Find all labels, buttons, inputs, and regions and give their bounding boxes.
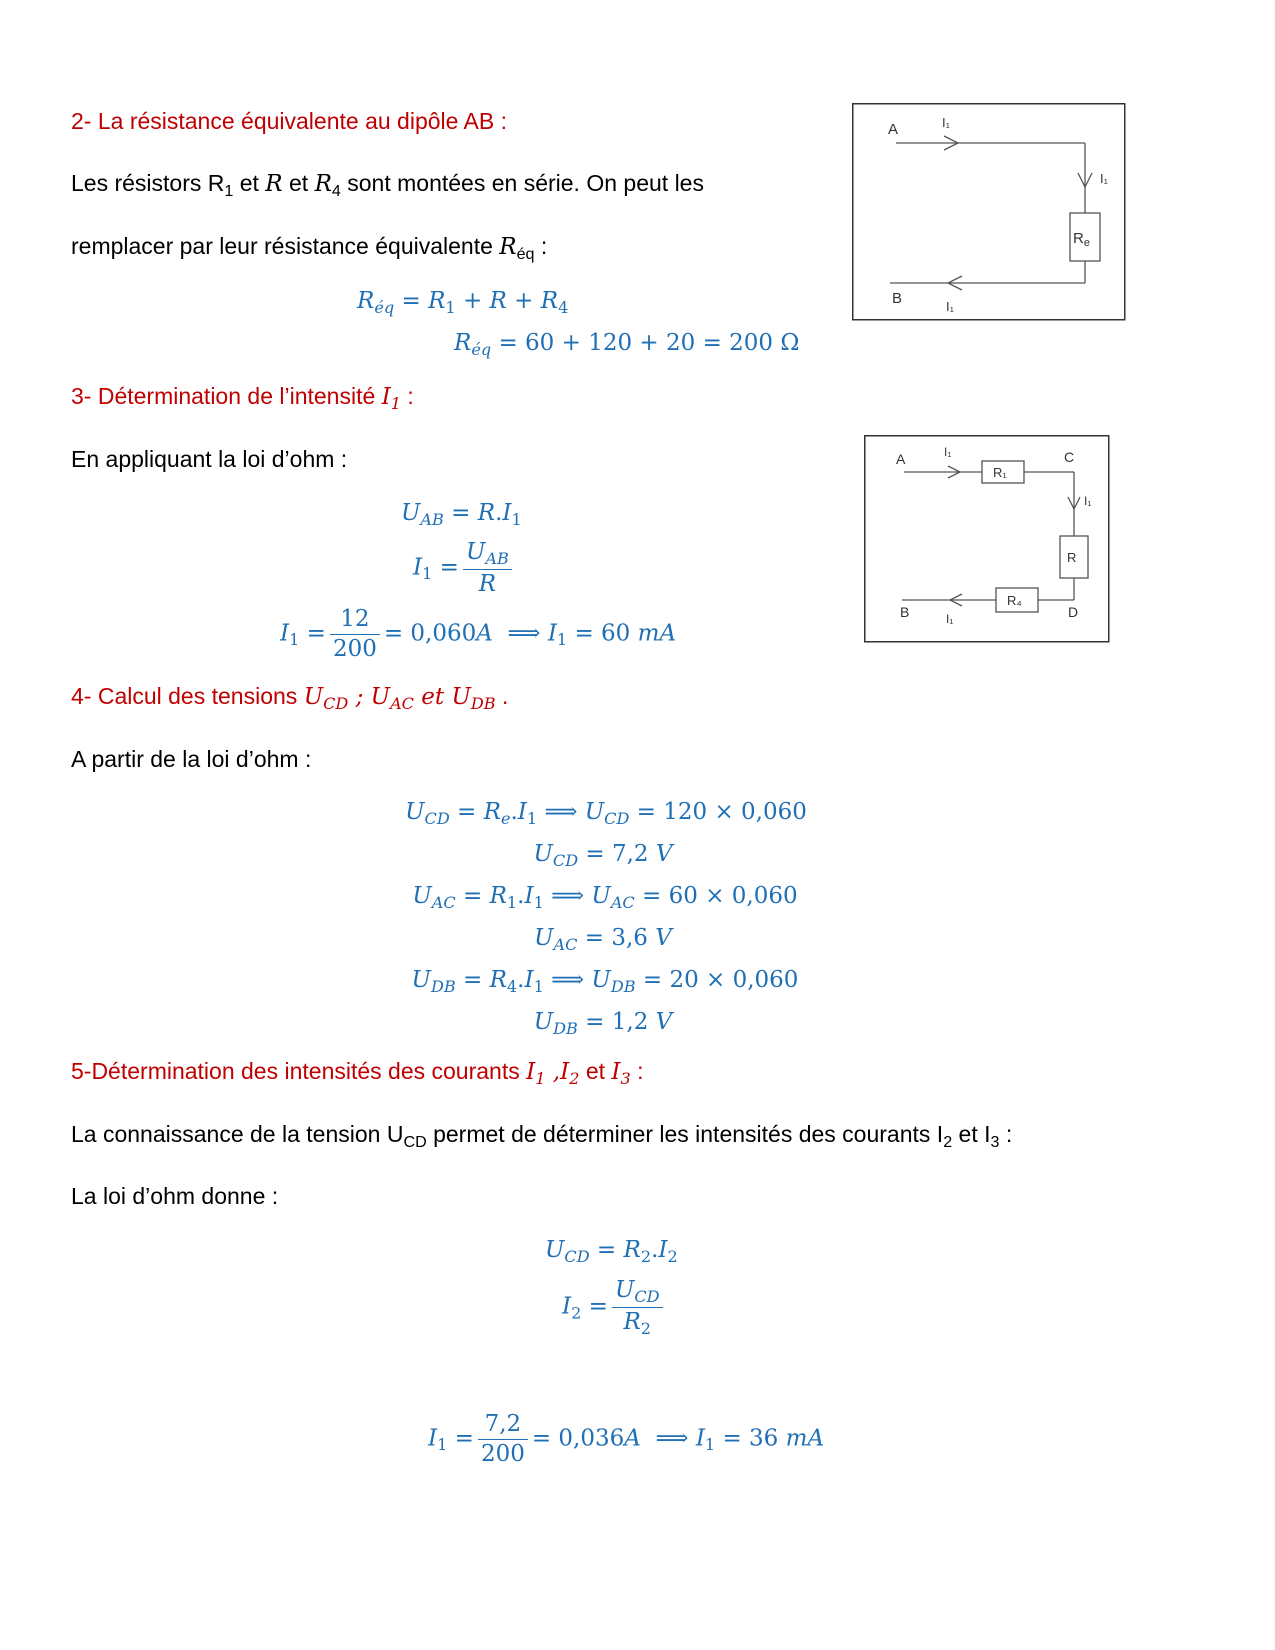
circuit-diagram-equivalent xyxy=(852,103,1126,321)
section-3-heading: 3- Détermination de l’intensité $I_1$ : xyxy=(71,383,414,413)
ucd-r2-formula: $U_{CD} = R_2.I_2$ xyxy=(545,1237,678,1266)
ucd-value: $U_{CD} = 7,2$ V xyxy=(533,841,673,870)
i2-fraction-formula: $I_2$ = $\frac{U_{CD}}{R_2}$ xyxy=(562,1276,667,1339)
node-b-label: B xyxy=(892,290,903,307)
current-i1-label: I₁ xyxy=(1084,494,1092,508)
current-i1-label: I₁ xyxy=(946,612,954,626)
ucd-formula: $U_{CD} = R_e.I_1$ ⟹ $U_{CD} = 120 \times 0,060$ xyxy=(405,799,807,828)
section-5-heading: 5-Détermination des intensités des courants $I_1$ $,I_2$ et $I_3$ : xyxy=(71,1058,644,1088)
resistor-r1-label: R₁ xyxy=(993,465,1007,480)
node-a-label: A xyxy=(888,121,899,138)
section-2-heading: 2- La résistance équivalente au dipôle AB : xyxy=(71,108,508,134)
section-4-paragraph: A partir de la loi d’ohm : xyxy=(71,746,312,772)
current-i1-label: I₁ xyxy=(1100,171,1108,186)
current-i1-label: I₁ xyxy=(946,299,954,314)
uac-value: $U_{AC} = 3,6$ V xyxy=(534,925,672,954)
current-i1-label: I₁ xyxy=(942,115,950,130)
section-4-heading: 4- Calcul des tensions $U_{CD}$ ; $U_{AC}$ et $U_{DB}$ . xyxy=(71,683,509,713)
req-value: $R_{éq} = 60 + 120 + 20 = 200$ Ω xyxy=(454,330,800,359)
udb-value: $U_{DB} = 1,2$ V xyxy=(533,1009,673,1038)
section-2-paragraph-2: remplacer par leur résistance équivalente $R_{éq}$ : xyxy=(71,233,548,263)
udb-formula: $U_{DB} = R_4.I_1$ ⟹ $U_{DB} = 20 \times 0,060$ xyxy=(411,967,799,996)
resistor-r-label: R xyxy=(1067,550,1077,565)
section-3-paragraph: En appliquant la loi d’ohm : xyxy=(71,446,348,472)
uac-formula: $U_{AC} = R_1.I_1$ ⟹ $U_{AC} = 60 \times 0,060$ xyxy=(412,883,798,912)
circuit-diagram-series xyxy=(864,435,1110,643)
ohm-law-uab: $U_{AB} = R.I_1$ xyxy=(401,500,522,529)
node-a-label: A xyxy=(896,451,906,467)
current-i1-label: I₁ xyxy=(944,445,952,459)
section-5-paragraph-2: La loi d’ohm donne : xyxy=(71,1183,279,1209)
resistor-r4-label: R₄ xyxy=(1007,593,1022,608)
node-c-label: C xyxy=(1064,449,1075,465)
req-formula: $R_{éq} = R_1 + R + R_4$ xyxy=(357,288,569,317)
node-d-label: D xyxy=(1068,604,1079,620)
section-2-paragraph-1: Les résistors $R_1$ et R et $R_4$ sont montées en série. On peut les xyxy=(71,170,704,200)
resistor-re-label: $R_e$ xyxy=(1073,230,1090,249)
i1-fraction-formula: $I_1$ = $\frac{U_{AB}}{R}$ xyxy=(413,538,516,599)
i1-second-numeric-result: $I_1$ = $\frac{7,2}{200}$ = 0,036A ⟹ $I_1 = 36$ mA xyxy=(428,1411,825,1467)
section-5-paragraph-1: La connaissance de la tension $U_{CD}$ permet de déterminer les intensités des courants $I_2$ et $I_3$ : xyxy=(71,1121,1013,1151)
node-b-label: B xyxy=(900,604,910,620)
i1-numeric-result: $I_1$ = $\frac{12}{200}$ = 0,060A ⟹ $I_1 = 60$ mA xyxy=(280,606,677,662)
